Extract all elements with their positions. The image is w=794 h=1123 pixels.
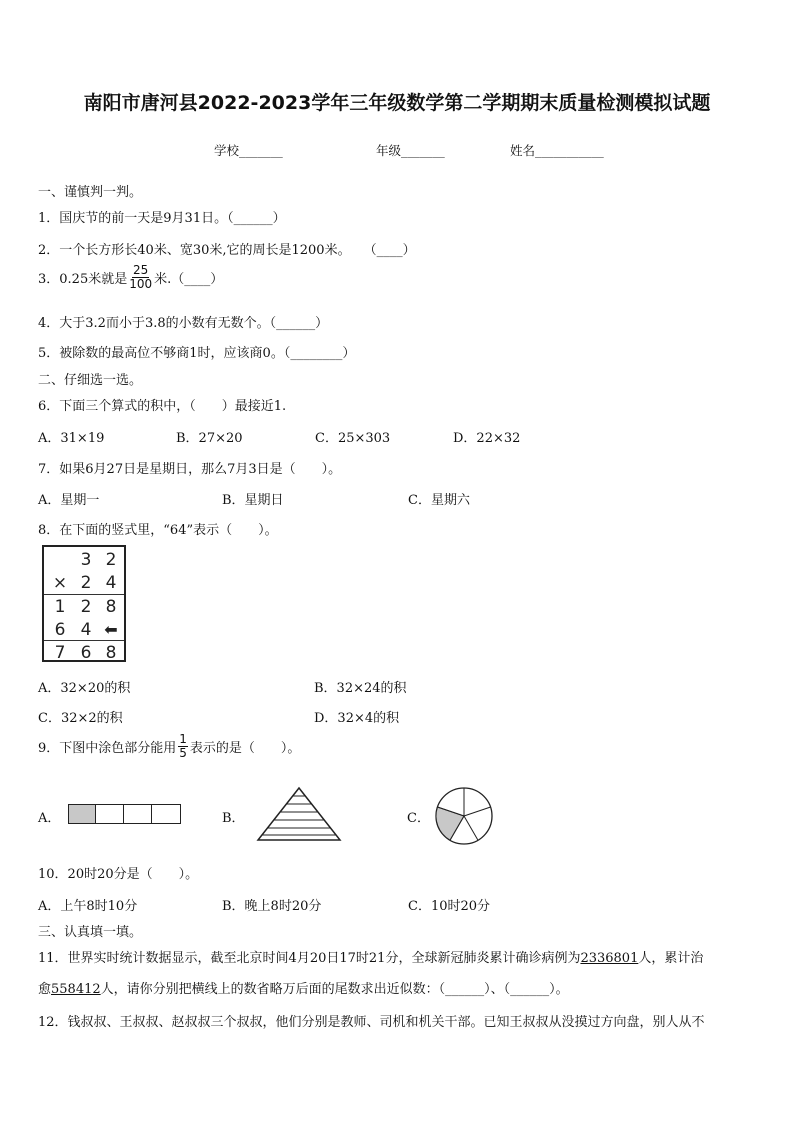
pie-fraction-figure — [432, 785, 496, 847]
q10-option-a: A．上午8时10分 — [38, 899, 138, 914]
school-field: 学校_______ — [214, 143, 283, 158]
digit: 2 — [80, 573, 92, 593]
page-title: 南阳市唐河县2022-2023学年三年级数学第二学期期末质量检测模拟试题 — [83, 92, 711, 114]
q7-option-a: A．星期一 — [38, 493, 100, 508]
q10-option-c: C．10时20分 — [408, 899, 491, 914]
vertical-multiplication-figure — [42, 545, 126, 662]
question-3-prefix: 3．0.25米就是 — [38, 271, 128, 287]
striped-triangle-figure — [256, 786, 342, 842]
figure-row-5 — [44, 641, 124, 664]
q8-option-a: A．32×20的积 — [38, 681, 131, 696]
digit: 7 — [54, 643, 66, 663]
digit: 2 — [80, 597, 92, 617]
fraction-denominator: 5 — [179, 745, 187, 760]
fraction-numerator: 1 — [179, 732, 187, 746]
bar-fraction-figure — [68, 804, 181, 824]
digit: 6 — [80, 643, 92, 663]
digit: 1 — [54, 597, 66, 617]
q6-option-d: D．22×32 — [453, 431, 521, 446]
q11-text: 愈 — [38, 982, 52, 997]
question-9-prefix: 9．下图中涂色部分能用 — [38, 740, 177, 756]
q11-number-confirmed: 2336801 — [580, 951, 639, 966]
q11-text: 11．世界实时统计数据显示，截至北京时间4月20日17时21分，全球新冠肺炎累计确诊病例为 — [38, 951, 581, 966]
q11-number-recovered: 558412 — [51, 982, 101, 997]
fraction-25-100 — [129, 264, 152, 290]
question-11-line-1 — [38, 947, 703, 966]
q8-option-c: C．32×2的积 — [38, 711, 123, 726]
q6-option-a: A．31×19 — [38, 431, 105, 446]
question-2: 2．一个长方形长40米、宽30米,它的周长是1200米。 （____） — [38, 243, 416, 258]
q9-option-a-label: A． — [38, 811, 61, 826]
q9-option-c-label: C． — [407, 811, 430, 826]
question-8-stem: 8．在下面的竖式里，“64”表示（ ）。 — [38, 523, 278, 538]
q11-text: 人，请你分别把横线上的数省略万后面的尾数求出近似数：（______）、（______）。 — [100, 982, 569, 997]
q8-option-b: B．32×24的积 — [314, 681, 407, 696]
q11-text: 人，累计治 — [638, 951, 704, 966]
digit: 8 — [105, 597, 117, 617]
question-3 — [38, 264, 223, 290]
q10-option-b: B．晚上8时20分 — [222, 899, 322, 914]
digit: 6 — [54, 620, 66, 640]
figure-row-4 — [44, 618, 124, 641]
q7-option-b: B．星期日 — [222, 493, 284, 508]
arrow-left-icon: ⬅ — [104, 620, 118, 639]
shaded-cell — [68, 804, 96, 824]
section-2-heading: 二、仔细选一选。 — [38, 373, 143, 388]
section-1-heading: 一、谨慎判一判。 — [38, 185, 143, 200]
question-10-stem: 10．20时20分是（ ）。 — [38, 867, 199, 882]
digit: 3 — [80, 550, 92, 570]
figure-row-2 — [44, 571, 124, 594]
name-field: 姓名___________ — [510, 143, 604, 158]
question-1: 1．国庆节的前一天是9月31日。（______） — [38, 211, 286, 226]
fraction-numerator: 25 — [133, 263, 149, 277]
question-4: 4．大于3.2而小于3.8的小数有无数个。（______） — [38, 316, 329, 331]
section-3-heading: 三、认真填一填。 — [38, 925, 143, 940]
digit: 2 — [105, 550, 117, 570]
digit: 4 — [80, 620, 92, 640]
figure-row-1 — [44, 548, 124, 571]
cell — [152, 804, 181, 824]
digit: 8 — [105, 643, 117, 663]
q6-option-c: C．25×303 — [315, 431, 391, 446]
question-9-suffix: 表示的是（ ）。 — [189, 740, 301, 756]
figure-row-3 — [44, 595, 124, 618]
cell — [96, 804, 124, 824]
question-5: 5．被除数的最高位不够商1时，应该商0。（________） — [38, 346, 356, 361]
q7-option-c: C．星期六 — [408, 493, 470, 508]
fraction-1-5 — [178, 733, 188, 759]
grade-field: 年级_______ — [376, 143, 445, 158]
question-11-line-2 — [38, 978, 569, 997]
q8-option-d: D．32×4的积 — [314, 711, 400, 726]
q9-option-b-label: B． — [222, 811, 245, 826]
q6-option-b: B．27×20 — [176, 431, 243, 446]
question-6-stem: 6．下面三个算式的积中，（ ）最接近1. — [38, 399, 287, 414]
question-9-stem — [38, 733, 300, 759]
fraction-denominator: 100 — [129, 276, 153, 291]
cell — [124, 804, 152, 824]
times-sign: × — [52, 573, 68, 593]
question-12: 12．钱叔叔、王叔叔、赵叔叔三个叔叔，他们分别是教师、司机和机关干部。已知王叔叔从没摸过方向盘，别人从不 — [38, 1015, 705, 1030]
question-7-stem: 7．如果6月27日是星期日，那么7月3日是（ ）。 — [38, 462, 342, 477]
digit: 4 — [105, 573, 117, 593]
question-3-suffix: 米.（____） — [154, 271, 224, 287]
